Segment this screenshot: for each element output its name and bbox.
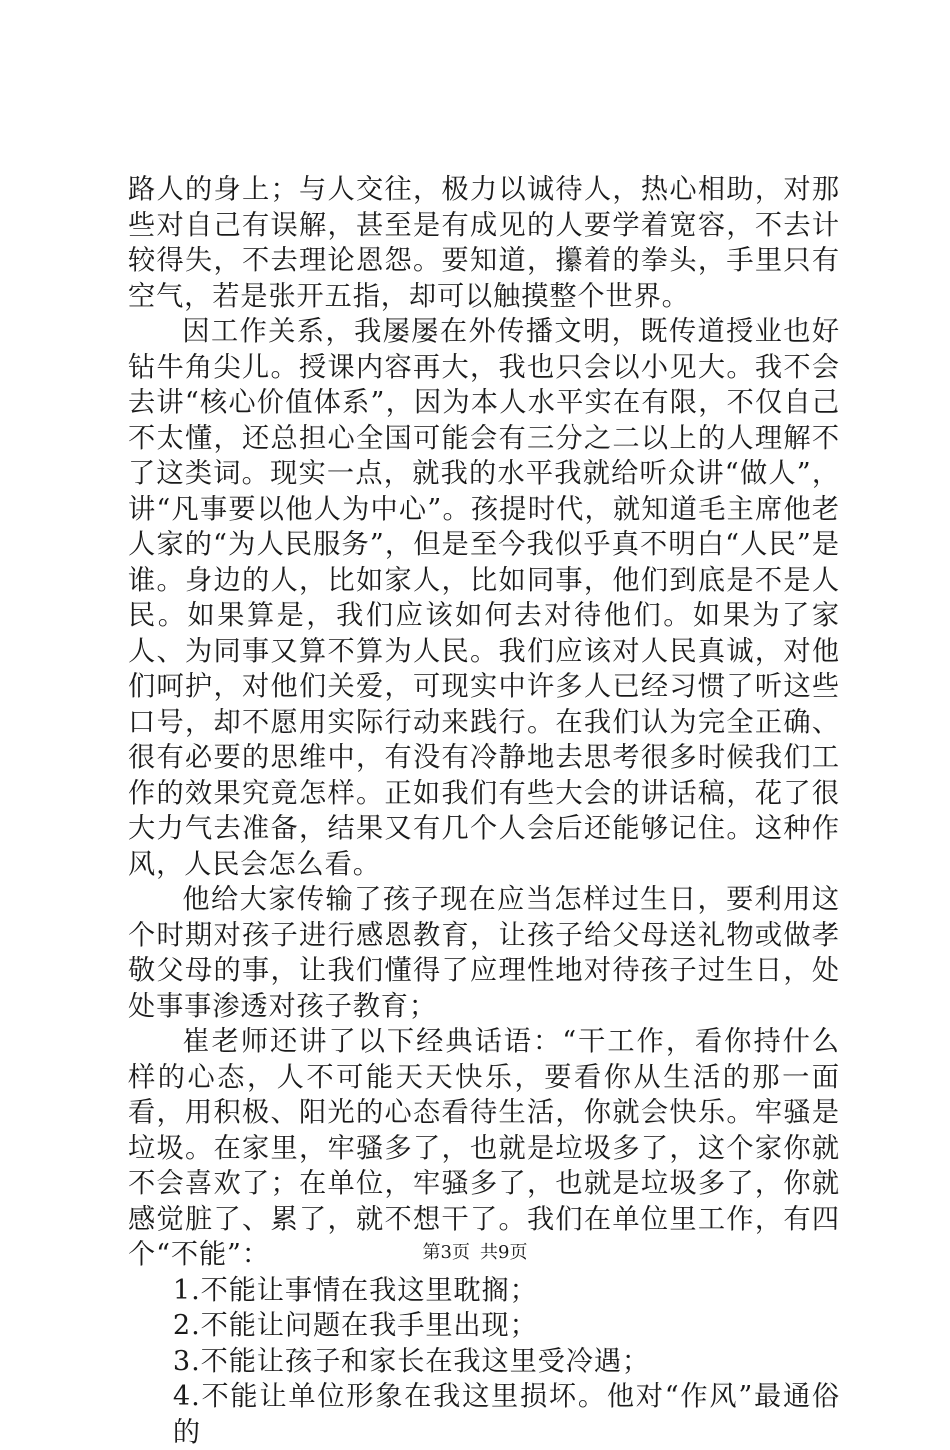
list-item-3: 3.不能让孩子和家长在我这里受冷遇； <box>172 1345 651 1377</box>
paragraph-2: 因工作关系，我屡屡在外传播文明，既传道授业也好钻牛角尖儿。授课内容再大，我也只会以小见大。我不会去讲“核心价值体系”，因为本人水平实在有限，不仅自己不太懂，还总担心全国可能会有三分之二以上的人理解不了这类词。现实一点，就我的水平我就给听众讲“做人”，讲“凡事要以他人为中心”。孩提时代，就知道毛主席他老人家的“为人民服务”，但是至今我似乎真不明白“人民”是谁。身边的人，比如家人，比如同事，他们到底是不是人民。如果算是，我们应该如何去对待他们。如果为了家人、为同事又算不算为人民。我们应该对人民真诚，对他们呵护，对他们关爱，可现实中许多人已经习惯了听这些口号，却不愿用实际行动来践行。在我们认为完全正确、很有必要的思维中，有没有冷静地去思考很多时候我们工作的效果究竟怎样。正如我们有些大会的讲话稿，花了很大力气去准备，结果又有几个人会后还能够记住。这种作风，人民会怎么看。 <box>128 316 840 880</box>
list-item-4: 4.不能让单位形象在我这里损坏。他对“作风”最通俗的 <box>172 1381 840 1448</box>
page-footer <box>0 1238 950 1264</box>
list-item-2: 2.不能让问题在我手里出现； <box>172 1310 538 1341</box>
page-total: 共9页 <box>480 1242 528 1263</box>
paragraph-3: 他给大家传输了孩子现在应当怎样过生日，要利用这个时期对孩子进行感恩教育，让孩子给父母送礼物或做孝敬父母的事，让我们懂得了应理性地对待孩子过生日，处处事事渗透对孩子教育； <box>128 884 840 1022</box>
paragraph-4: 崔老师还讲了以下经典话语：“干工作，看你持什么样的心态，人不可能天天快乐，要看你从生活的那一面看，用积极、阳光的心态看待生活，你就会快乐。牢骚是垃圾。在家里，牢骚多了，也就是垃圾多了，这个家你就不会喜欢了；在单位，牢骚多了，也就是垃圾多了，你就感觉脏了、累了，就不想干了。我们在单位里工作，有四个“不能”： <box>128 1026 840 1270</box>
page-number: 第3页 <box>422 1242 470 1263</box>
paragraph-1: 路人的身上；与人交往，极力以诚待人，热心相助，对那些对自己有误解，甚至是有成见的人要学着宽容，不去计较得失，不去理论恩怨。要知道，攥着的拳头，手里只有空气，若是张开五指，却可以触摸整个世界。 <box>128 174 840 312</box>
list-item-1: 1.不能让事情在我这里耽搁； <box>172 1274 538 1306</box>
